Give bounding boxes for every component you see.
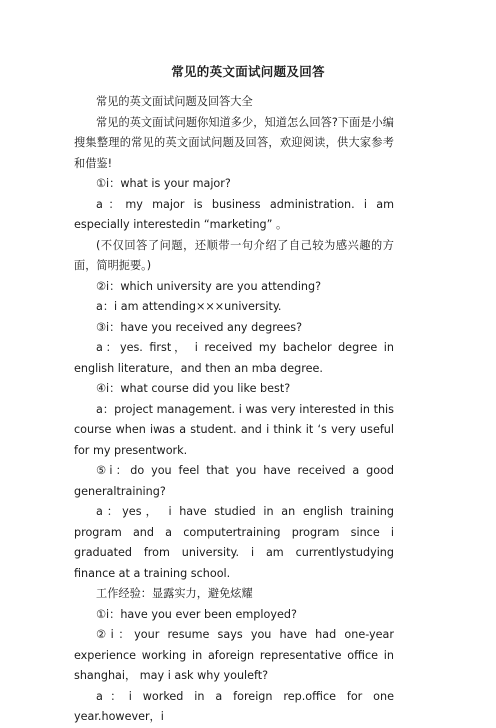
paragraph-a2: a：i am attending×××university. — [96, 300, 282, 313]
paragraph-work-a2: a：i worked in a foreign rep.office for one year.however，i — [74, 689, 394, 723]
paragraph-a5: a：yes， i have studied in an english training program and a computertraining program since i graduated from university. i am currentlystudying finance at a training school. — [74, 505, 394, 580]
paragraph-subtitle: 常见的英文面试问题及回答大全 — [96, 95, 253, 108]
document-body — [74, 92, 394, 728]
paragraph-a4: a：project management. i was very interested in this course when iwas a student. and i think it ‘s very useful for my presentwork. — [74, 402, 394, 457]
paragraph-note1: (不仅回答了问题，还顺带一句介绍了自己较为感兴趣的方面，简明扼要。) — [74, 238, 394, 272]
paragraph-q3: ③i：have you received any degrees? — [96, 320, 303, 334]
paragraph-q4: ④i：what course did you like best? — [96, 382, 291, 395]
paragraph-intro: 常见的英文面试问题你知道多少，知道怎么回答?下面是小编搜集整理的常见的英文面试问题及回答，欢迎阅读，供大家参考和借鉴! — [74, 115, 394, 170]
paragraph-q2: ②i：which university are you attending? — [96, 279, 322, 293]
paragraph-q5: ⑤i：do you feel that you have received a good generaltraining? — [74, 464, 394, 498]
section-heading-work-experience: 工作经验：显露实力，避免炫耀 — [96, 587, 253, 600]
document-title: 常见的英文面试问题及回答 — [171, 64, 325, 79]
paragraph-work-q1: ①i：have you ever been employed? — [96, 607, 297, 621]
paragraph-a3: a：yes. first， i received my bachelor degree in english literature，and then an mba degree. — [74, 341, 394, 375]
paragraph-a1: a：my major is business administration. i am especially interestedin “marketing” 。 — [74, 197, 394, 231]
paragraph-q1: ①i：what is your major? — [96, 177, 231, 190]
paragraph-work-q2: ②i：your resume says you have had one-year experience working in aforeign representative office in shanghai， may i ask why youleft? — [74, 628, 394, 682]
